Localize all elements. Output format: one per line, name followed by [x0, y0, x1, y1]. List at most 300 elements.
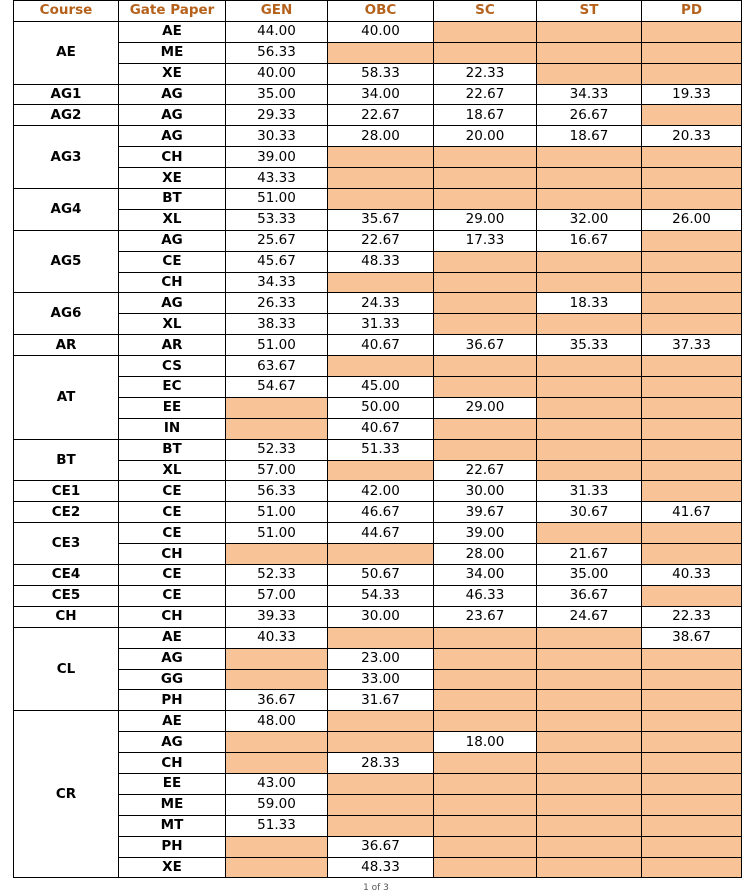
page-number: 1 of 3 — [363, 883, 389, 893]
gen-cell: 39.33 — [226, 606, 328, 627]
gate-paper-cell: CH — [119, 544, 226, 565]
st-cell — [537, 21, 642, 42]
table-row — [14, 189, 742, 210]
pd-cell — [642, 189, 742, 210]
obc-cell: 46.67 — [328, 502, 434, 523]
st-cell — [537, 753, 642, 774]
st-cell — [537, 439, 642, 460]
st-cell — [537, 377, 642, 398]
sc-cell: 22.67 — [434, 84, 537, 105]
table-row — [14, 314, 742, 335]
pd-cell — [642, 753, 742, 774]
course-cell: AG6 — [14, 293, 119, 335]
sc-cell — [434, 711, 537, 732]
st-cell: 21.67 — [537, 544, 642, 565]
pd-cell — [642, 105, 742, 126]
table-row — [14, 690, 742, 711]
sc-cell: 46.33 — [434, 585, 537, 606]
sc-cell: 22.67 — [434, 460, 537, 481]
obc-cell — [328, 627, 434, 648]
course-cell: CE3 — [14, 523, 119, 565]
gate-paper-cell: CH — [119, 606, 226, 627]
sc-cell: 18.67 — [434, 105, 537, 126]
st-cell — [537, 523, 642, 544]
gen-cell: 51.00 — [226, 523, 328, 544]
gen-cell: 59.00 — [226, 794, 328, 815]
gen-cell: 26.33 — [226, 293, 328, 314]
pd-cell — [642, 418, 742, 439]
header-gen: GEN — [226, 1, 328, 22]
gate-paper-cell: AG — [119, 126, 226, 147]
gate-paper-cell: CE — [119, 585, 226, 606]
table-row — [14, 230, 742, 251]
gen-cell: 36.67 — [226, 690, 328, 711]
pd-cell — [642, 857, 742, 878]
sc-cell: 39.67 — [434, 502, 537, 523]
table-row — [14, 21, 742, 42]
sc-cell — [434, 168, 537, 189]
table-row — [14, 732, 742, 753]
st-cell — [537, 711, 642, 732]
obc-cell: 31.67 — [328, 690, 434, 711]
course-cell: AT — [14, 356, 119, 440]
pd-cell — [642, 690, 742, 711]
table-row — [14, 585, 742, 606]
gen-cell: 40.00 — [226, 63, 328, 84]
sc-cell: 30.00 — [434, 481, 537, 502]
gen-cell: 38.33 — [226, 314, 328, 335]
gen-cell: 51.00 — [226, 189, 328, 210]
sc-cell — [434, 272, 537, 293]
gen-cell: 34.33 — [226, 272, 328, 293]
cutoff-table — [13, 0, 742, 878]
header-obc: OBC — [328, 1, 434, 22]
gen-cell — [226, 836, 328, 857]
gate-paper-cell: PH — [119, 836, 226, 857]
pd-cell: 22.33 — [642, 606, 742, 627]
pd-cell — [642, 293, 742, 314]
obc-cell — [328, 815, 434, 836]
gate-paper-cell: AG — [119, 230, 226, 251]
st-cell — [537, 460, 642, 481]
st-cell: 31.33 — [537, 481, 642, 502]
gen-cell: 51.33 — [226, 815, 328, 836]
pd-cell — [642, 460, 742, 481]
course-cell: CL — [14, 627, 119, 711]
table-row — [14, 836, 742, 857]
st-cell: 26.67 — [537, 105, 642, 126]
gate-paper-cell: BT — [119, 189, 226, 210]
pd-cell — [642, 481, 742, 502]
pd-cell: 41.67 — [642, 502, 742, 523]
pd-cell — [642, 585, 742, 606]
obc-cell: 40.67 — [328, 335, 434, 356]
table-row — [14, 251, 742, 272]
gen-cell — [226, 732, 328, 753]
table-row — [14, 439, 742, 460]
gen-cell: 51.00 — [226, 335, 328, 356]
sc-cell — [434, 189, 537, 210]
gate-paper-cell: EE — [119, 773, 226, 794]
gate-paper-cell: CS — [119, 356, 226, 377]
obc-cell: 24.33 — [328, 293, 434, 314]
gen-cell: 35.00 — [226, 84, 328, 105]
gen-cell — [226, 544, 328, 565]
obc-cell: 23.00 — [328, 648, 434, 669]
table-row — [14, 63, 742, 84]
st-cell — [537, 648, 642, 669]
pd-cell — [642, 356, 742, 377]
sc-cell: 28.00 — [434, 544, 537, 565]
gen-cell: 43.00 — [226, 773, 328, 794]
sc-cell — [434, 773, 537, 794]
gate-paper-cell: AE — [119, 711, 226, 732]
st-cell — [537, 732, 642, 753]
sc-cell: 29.00 — [434, 397, 537, 418]
pd-cell — [642, 544, 742, 565]
pd-cell: 19.33 — [642, 84, 742, 105]
gen-cell: 53.33 — [226, 209, 328, 230]
gate-paper-cell: XL — [119, 460, 226, 481]
gate-paper-cell: CH — [119, 147, 226, 168]
table-row — [14, 84, 742, 105]
st-cell: 16.67 — [537, 230, 642, 251]
obc-cell: 22.67 — [328, 105, 434, 126]
obc-cell: 58.33 — [328, 63, 434, 84]
sc-cell — [434, 836, 537, 857]
st-cell — [537, 627, 642, 648]
sc-cell — [434, 147, 537, 168]
pd-cell: 20.33 — [642, 126, 742, 147]
st-cell: 30.67 — [537, 502, 642, 523]
st-cell — [537, 669, 642, 690]
pd-cell — [642, 669, 742, 690]
st-cell: 18.67 — [537, 126, 642, 147]
sc-cell: 36.67 — [434, 335, 537, 356]
obc-cell: 48.33 — [328, 251, 434, 272]
table-row — [14, 460, 742, 481]
pd-cell — [642, 815, 742, 836]
gate-paper-cell: EC — [119, 377, 226, 398]
st-cell — [537, 397, 642, 418]
st-cell: 18.33 — [537, 293, 642, 314]
st-cell: 24.67 — [537, 606, 642, 627]
sc-cell — [434, 648, 537, 669]
sc-cell — [434, 42, 537, 63]
course-cell: AG2 — [14, 105, 119, 126]
table-row — [14, 773, 742, 794]
pd-cell — [642, 377, 742, 398]
gate-paper-cell: AE — [119, 627, 226, 648]
pd-cell: 40.33 — [642, 565, 742, 586]
sc-cell: 22.33 — [434, 63, 537, 84]
pd-cell — [642, 711, 742, 732]
obc-cell — [328, 42, 434, 63]
st-cell — [537, 836, 642, 857]
table-row — [14, 815, 742, 836]
st-cell: 35.00 — [537, 565, 642, 586]
st-cell: 35.33 — [537, 335, 642, 356]
sc-cell — [434, 815, 537, 836]
course-cell: BT — [14, 439, 119, 481]
pd-cell: 38.67 — [642, 627, 742, 648]
pd-cell — [642, 272, 742, 293]
obc-cell: 22.67 — [328, 230, 434, 251]
gate-paper-cell: CE — [119, 251, 226, 272]
gen-cell: 43.33 — [226, 168, 328, 189]
st-cell — [537, 147, 642, 168]
gate-paper-cell: CE — [119, 565, 226, 586]
obc-cell: 48.33 — [328, 857, 434, 878]
st-cell — [537, 189, 642, 210]
obc-cell — [328, 460, 434, 481]
obc-cell — [328, 147, 434, 168]
course-cell: AR — [14, 335, 119, 356]
pd-cell — [642, 397, 742, 418]
pd-cell — [642, 21, 742, 42]
obc-cell: 33.00 — [328, 669, 434, 690]
obc-cell — [328, 189, 434, 210]
pd-cell — [642, 732, 742, 753]
pd-cell — [642, 648, 742, 669]
obc-cell — [328, 773, 434, 794]
gen-cell — [226, 648, 328, 669]
gen-cell: 63.67 — [226, 356, 328, 377]
obc-cell — [328, 544, 434, 565]
gate-paper-cell: XL — [119, 209, 226, 230]
sc-cell: 20.00 — [434, 126, 537, 147]
course-cell: CE4 — [14, 565, 119, 586]
gate-paper-cell: AG — [119, 648, 226, 669]
sc-cell — [434, 356, 537, 377]
obc-cell: 28.00 — [328, 126, 434, 147]
obc-cell: 31.33 — [328, 314, 434, 335]
st-cell — [537, 168, 642, 189]
gen-cell: 57.00 — [226, 460, 328, 481]
obc-cell — [328, 272, 434, 293]
table-row — [14, 105, 742, 126]
table-row — [14, 126, 742, 147]
obc-cell — [328, 711, 434, 732]
obc-cell — [328, 168, 434, 189]
header-gate-paper: Gate Paper — [119, 1, 226, 22]
table-row — [14, 418, 742, 439]
gen-cell — [226, 753, 328, 774]
table-row — [14, 627, 742, 648]
gate-paper-cell: CH — [119, 272, 226, 293]
obc-cell: 36.67 — [328, 836, 434, 857]
gen-cell: 54.67 — [226, 377, 328, 398]
gen-cell — [226, 669, 328, 690]
st-cell — [537, 773, 642, 794]
obc-cell: 40.67 — [328, 418, 434, 439]
table-row — [14, 147, 742, 168]
st-cell — [537, 794, 642, 815]
sc-cell — [434, 439, 537, 460]
table-row — [14, 794, 742, 815]
table-row — [14, 606, 742, 627]
sc-cell — [434, 794, 537, 815]
sc-cell: 17.33 — [434, 230, 537, 251]
table-body — [14, 21, 742, 878]
table-row — [14, 377, 742, 398]
sc-cell — [434, 251, 537, 272]
obc-cell: 50.00 — [328, 397, 434, 418]
table-row — [14, 544, 742, 565]
pd-cell — [642, 773, 742, 794]
sc-cell: 18.00 — [434, 732, 537, 753]
obc-cell: 28.33 — [328, 753, 434, 774]
course-cell: AE — [14, 21, 119, 84]
st-cell: 32.00 — [537, 209, 642, 230]
gate-paper-cell: ME — [119, 794, 226, 815]
sc-cell — [434, 857, 537, 878]
sc-cell — [434, 418, 537, 439]
header-row — [14, 1, 742, 22]
pd-cell — [642, 230, 742, 251]
pd-cell: 37.33 — [642, 335, 742, 356]
gen-cell: 39.00 — [226, 147, 328, 168]
sc-cell — [434, 627, 537, 648]
table-row — [14, 397, 742, 418]
obc-cell: 45.00 — [328, 377, 434, 398]
obc-cell: 50.67 — [328, 565, 434, 586]
obc-cell — [328, 732, 434, 753]
table-row — [14, 272, 742, 293]
table-row — [14, 42, 742, 63]
gate-paper-cell: AG — [119, 293, 226, 314]
header-course: Course — [14, 1, 119, 22]
obc-cell: 42.00 — [328, 481, 434, 502]
st-cell — [537, 272, 642, 293]
gen-cell: 30.33 — [226, 126, 328, 147]
obc-cell: 30.00 — [328, 606, 434, 627]
gen-cell — [226, 857, 328, 878]
gen-cell: 45.67 — [226, 251, 328, 272]
st-cell: 36.67 — [537, 585, 642, 606]
table-row — [14, 711, 742, 732]
sc-cell: 39.00 — [434, 523, 537, 544]
course-cell: CH — [14, 606, 119, 627]
pd-cell — [642, 251, 742, 272]
gate-paper-cell: CH — [119, 753, 226, 774]
gate-paper-cell: XL — [119, 314, 226, 335]
gate-paper-cell: XE — [119, 63, 226, 84]
course-cell: CE5 — [14, 585, 119, 606]
gen-cell — [226, 418, 328, 439]
table-row — [14, 335, 742, 356]
st-cell — [537, 418, 642, 439]
gate-paper-cell: AG — [119, 732, 226, 753]
pd-cell — [642, 439, 742, 460]
gen-cell: 40.33 — [226, 627, 328, 648]
pd-cell — [642, 523, 742, 544]
gen-cell: 52.33 — [226, 439, 328, 460]
table-row — [14, 168, 742, 189]
gen-cell: 51.00 — [226, 502, 328, 523]
gate-paper-cell: AG — [119, 84, 226, 105]
gate-paper-cell: CE — [119, 481, 226, 502]
table-row — [14, 523, 742, 544]
course-cell: CE1 — [14, 481, 119, 502]
obc-cell — [328, 356, 434, 377]
gate-paper-cell: BT — [119, 439, 226, 460]
table-row — [14, 565, 742, 586]
obc-cell: 54.33 — [328, 585, 434, 606]
sc-cell — [434, 377, 537, 398]
pd-cell — [642, 42, 742, 63]
table-row — [14, 502, 742, 523]
pd-cell — [642, 168, 742, 189]
pd-cell — [642, 147, 742, 168]
st-cell: 34.33 — [537, 84, 642, 105]
gate-paper-cell: ME — [119, 42, 226, 63]
gate-paper-cell: XE — [119, 857, 226, 878]
pd-cell: 26.00 — [642, 209, 742, 230]
gen-cell: 56.33 — [226, 42, 328, 63]
course-cell: AG4 — [14, 189, 119, 231]
obc-cell — [328, 794, 434, 815]
pd-cell — [642, 63, 742, 84]
gate-paper-cell: XE — [119, 168, 226, 189]
st-cell — [537, 857, 642, 878]
header-pd: PD — [642, 1, 742, 22]
gate-paper-cell: AE — [119, 21, 226, 42]
sc-cell — [434, 690, 537, 711]
header-st: ST — [537, 1, 642, 22]
table-row — [14, 669, 742, 690]
sc-cell — [434, 293, 537, 314]
gate-paper-cell: PH — [119, 690, 226, 711]
gen-cell: 57.00 — [226, 585, 328, 606]
table-row — [14, 356, 742, 377]
course-cell: AG5 — [14, 230, 119, 293]
sc-cell: 29.00 — [434, 209, 537, 230]
gen-cell: 48.00 — [226, 711, 328, 732]
gate-paper-cell: MT — [119, 815, 226, 836]
st-cell — [537, 690, 642, 711]
table-row — [14, 648, 742, 669]
table-row — [14, 293, 742, 314]
pd-cell — [642, 794, 742, 815]
st-cell — [537, 63, 642, 84]
st-cell — [537, 314, 642, 335]
table-row — [14, 753, 742, 774]
gen-cell: 29.33 — [226, 105, 328, 126]
sc-cell — [434, 21, 537, 42]
gen-cell — [226, 397, 328, 418]
gate-paper-cell: CE — [119, 523, 226, 544]
sc-cell — [434, 753, 537, 774]
course-cell: CE2 — [14, 502, 119, 523]
obc-cell: 40.00 — [328, 21, 434, 42]
gen-cell: 25.67 — [226, 230, 328, 251]
gate-paper-cell: CE — [119, 502, 226, 523]
course-cell: CR — [14, 711, 119, 878]
st-cell — [537, 356, 642, 377]
table-row — [14, 481, 742, 502]
st-cell — [537, 251, 642, 272]
gate-paper-cell: EE — [119, 397, 226, 418]
header-sc: SC — [434, 1, 537, 22]
gate-paper-cell: GG — [119, 669, 226, 690]
pd-cell — [642, 314, 742, 335]
obc-cell: 44.67 — [328, 523, 434, 544]
gen-cell: 44.00 — [226, 21, 328, 42]
st-cell — [537, 42, 642, 63]
gate-paper-cell: AG — [119, 105, 226, 126]
table-row — [14, 209, 742, 230]
